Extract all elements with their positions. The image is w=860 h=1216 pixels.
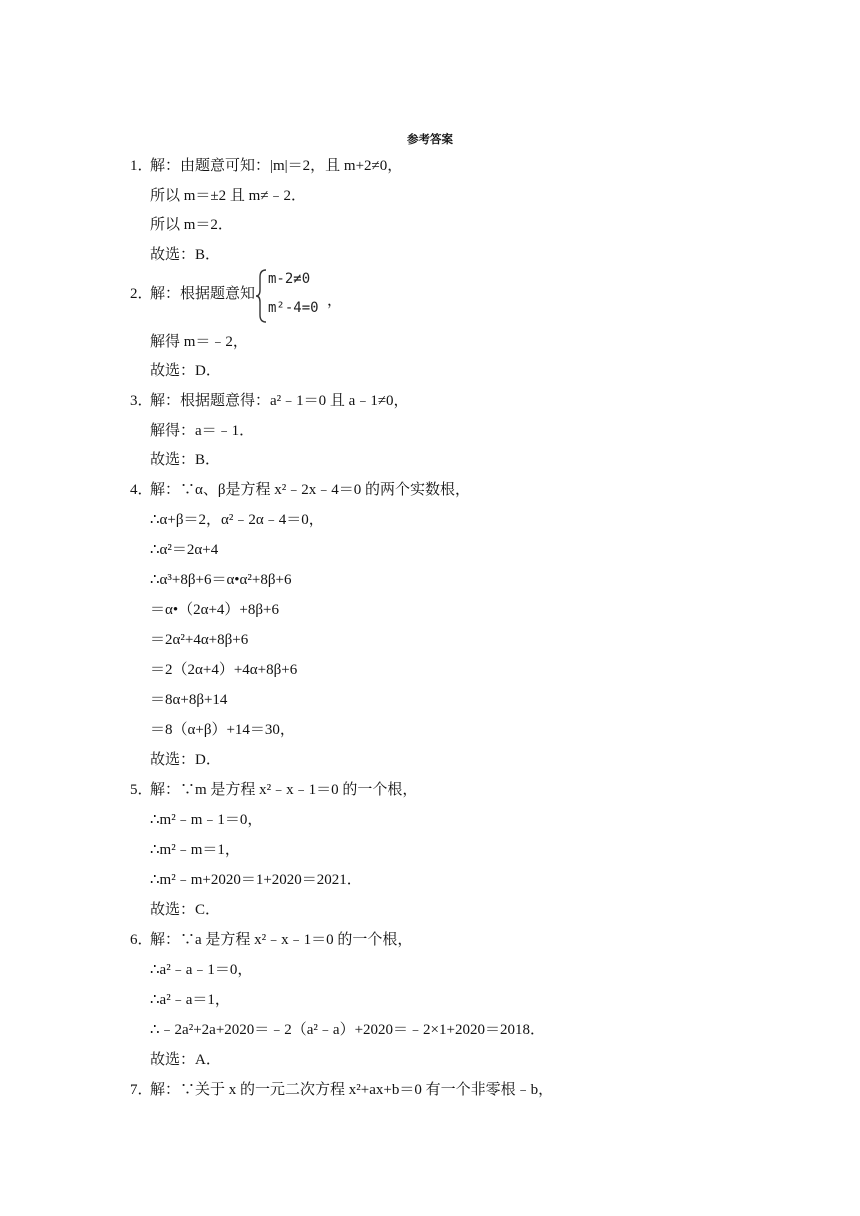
answer-step-line: ∴﹣2a²+2a+2020＝﹣2（a²﹣a）+2020＝﹣2×1+2020＝2018． bbox=[150, 1022, 545, 1038]
answer-step-line: 解得 m＝﹣2， bbox=[150, 334, 248, 350]
answer-step-line: ∴a²﹣a＝1， bbox=[150, 992, 230, 1008]
answer-step-line: ＝2α²+4α+8β+6 bbox=[150, 632, 249, 648]
answer-step-line: 故选：C． bbox=[150, 902, 221, 918]
question-number: 7． bbox=[130, 1082, 153, 1098]
system-row-1: m-2≠0 bbox=[268, 271, 311, 287]
answer-first-line: 解：∵a 是方程 x²﹣x﹣1＝0 的一个根， bbox=[150, 932, 413, 948]
answer-first-line: 解：∵关于 x 的一元二次方程 x²+ax+b＝0 有一个非零根﹣b， bbox=[150, 1082, 554, 1098]
answer-step-line: ∴m²﹣m﹣1＝0， bbox=[150, 812, 263, 828]
answer-first-line: 解：根据题意知 bbox=[150, 286, 256, 302]
answer-step-line: 故选：B． bbox=[150, 247, 221, 263]
answer-step-line: 故选：A． bbox=[150, 1052, 221, 1068]
answer-first-line: 解：根据题意得：a²﹣1＝0 且 a﹣1≠0， bbox=[150, 393, 409, 409]
question-number: 5． bbox=[130, 782, 153, 798]
answer-step-line: ∴α+β＝2，α²﹣2α﹣4＝0， bbox=[150, 512, 324, 528]
answer-step-line: ＝α•（2α+4）+8β+6 bbox=[150, 602, 279, 618]
answer-step-line: ∴α³+8β+6＝α•α²+8β+6 bbox=[150, 572, 292, 588]
question-number: 4． bbox=[130, 482, 153, 498]
answer-step-line: ∴m²﹣m＝1， bbox=[150, 842, 240, 858]
answer-first-line: 解：∵α、β是方程 x²﹣2x﹣4＝0 的两个实数根， bbox=[150, 482, 470, 498]
page-title: 参考答案 bbox=[407, 132, 453, 146]
answer-step-line: ∴m²﹣m+2020＝1+2020＝2021． bbox=[150, 872, 362, 888]
question-number: 3． bbox=[130, 393, 153, 409]
answer-step-line: 故选：D． bbox=[150, 752, 221, 768]
question-number: 1． bbox=[130, 158, 153, 174]
answer-first-line: 解：∵m 是方程 x²﹣x﹣1＝0 的一个根， bbox=[150, 782, 418, 798]
answer-step-line: 所以 m＝±2 且 m≠﹣2． bbox=[150, 188, 307, 204]
system-trailing-comma: ， bbox=[327, 293, 343, 309]
answer-step-line: ＝2（2α+4）+4α+8β+6 bbox=[150, 662, 298, 678]
answer-step-line: ＝8α+8β+14 bbox=[150, 692, 228, 708]
answer-step-line: 所以 m＝2． bbox=[150, 217, 233, 233]
question-number: 6． bbox=[130, 932, 153, 948]
answer-step-line: 故选：D． bbox=[150, 363, 221, 379]
answer-step-line: ＝8（α+β）+14＝30， bbox=[150, 722, 295, 738]
answer-first-line: 解：由题意可知：|m|＝2，且 m+2≠0， bbox=[150, 158, 403, 174]
question-number: 2． bbox=[130, 286, 153, 302]
answer-step-line: 故选：B． bbox=[150, 452, 221, 468]
system-row-2: m²-4=0 bbox=[268, 300, 319, 316]
answer-step-line: ∴α²＝2α+4 bbox=[150, 542, 219, 558]
answer-step-line: ∴a²﹣a﹣1＝0， bbox=[150, 962, 253, 978]
answer-step-line: 解得：a＝﹣1． bbox=[150, 423, 255, 439]
